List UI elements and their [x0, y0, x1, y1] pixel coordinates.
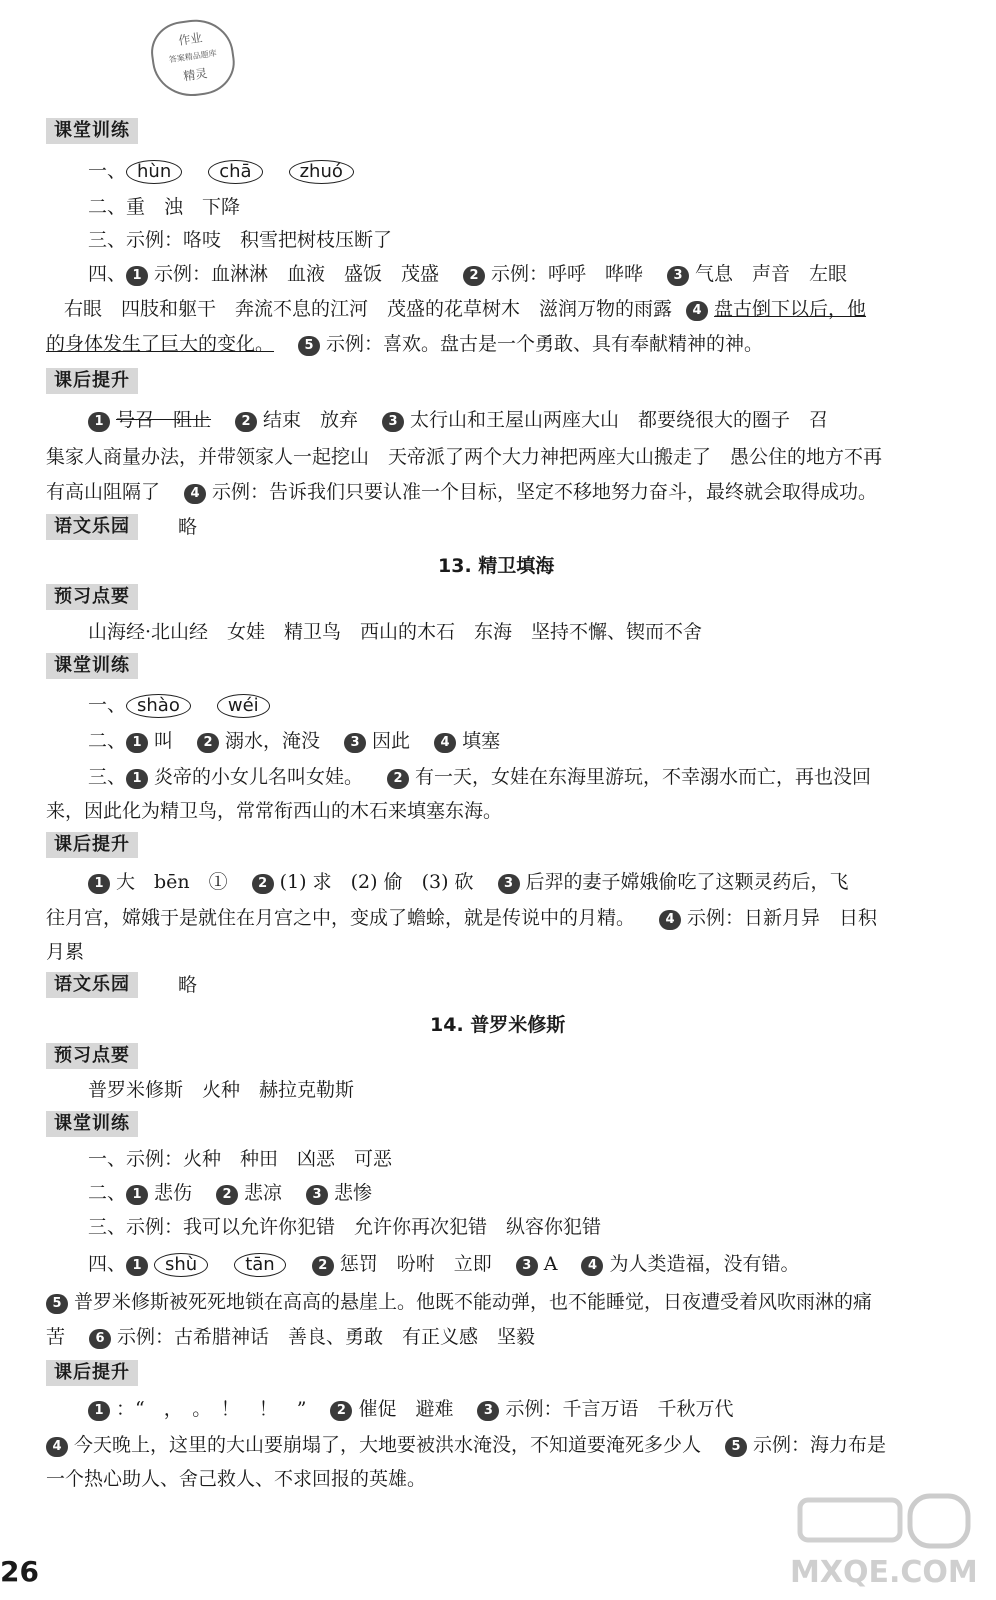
number-badge: 3	[667, 266, 689, 286]
page-number: 26	[0, 1555, 39, 1588]
answer-line: 三、示例：我可以允许你犯错 允许你再次犯错 纵容你犯错	[88, 1216, 602, 1238]
stamp-seal	[147, 15, 239, 102]
answer-text: A	[543, 1253, 558, 1275]
answer-text: 因此	[372, 730, 411, 752]
number-badge: 1	[126, 1185, 148, 1205]
number-badge: 2	[330, 1401, 352, 1421]
answer-text: 炎帝的小女儿名叫女娃。	[154, 766, 364, 788]
underlined-answer: 盘古倒下以后，他	[714, 298, 867, 320]
answer-text: 示例：喜欢。盘古是一个勇敢、具有奉献精神的神。	[326, 333, 764, 355]
answer-text: 示例：日新月异 日积	[687, 907, 878, 929]
number-badge: 6	[89, 1329, 111, 1349]
answer-line: 普罗米修斯 火种 赫拉克勒斯	[88, 1079, 355, 1101]
answer-line: 四、 1 示例：血淋淋 血液 盛饭 茂盛 2 示例：呼呼 哗哗 3 气息 声音 左眼	[88, 263, 848, 285]
lesson-title: 14. 普罗米修斯	[430, 1014, 566, 1036]
answer-text: 示例：海力布是	[753, 1434, 887, 1456]
answer-line	[46, 1430, 886, 1460]
answer-line	[46, 329, 763, 359]
answer-text: 有一天，女娃在东海里游玩，不幸溺水而亡，再也没回	[415, 766, 872, 788]
number-badge: 1	[126, 266, 148, 286]
number-badge: 2	[235, 412, 257, 432]
answer-line	[88, 867, 849, 897]
answer-text: 示例：古希腊神话 善良、勇敢 有正义感 坚毅	[117, 1326, 536, 1348]
watermark-text: MXQE.COM	[790, 1555, 978, 1590]
label-kehou: 课后提升	[46, 832, 138, 858]
number-badge: 3	[516, 1256, 538, 1276]
label-kehou: 课后提升	[46, 368, 138, 394]
answer-line: 一、示例：火种 种田 凶恶 可恶	[88, 1148, 393, 1170]
answer-text: 今天晚上，这里的大山要崩塌了，大地要被洪水淹没，不知道要淹死多少人	[74, 1434, 702, 1456]
pinyin-circle: hùn	[126, 160, 182, 184]
number-badge: 1	[88, 874, 110, 894]
label-yuxi: 预习点要	[46, 1043, 138, 1069]
underlined-answer: 的身体发生了巨大的变化。	[46, 333, 275, 355]
number-badge: 4	[686, 301, 708, 321]
label-yuwen: 语文乐园	[46, 972, 138, 998]
number-badge: 4	[581, 1256, 603, 1276]
number-badge: 5	[298, 336, 320, 356]
watermark-logo	[760, 1490, 990, 1590]
number-badge: 1	[126, 769, 148, 789]
answer-line: 略	[178, 516, 198, 538]
answer-line	[46, 1287, 872, 1317]
answer-text: 大 bēn ①	[116, 871, 228, 893]
answer-text: 叫	[154, 730, 174, 752]
answer-line: 月累	[46, 941, 85, 963]
number-badge: 4	[659, 910, 681, 930]
answer-line	[46, 477, 877, 507]
number-badge: 2	[463, 266, 485, 286]
label-ketang: 课堂训练	[46, 118, 138, 144]
answer-line: 三、 1 炎帝的小女儿名叫女娃。 2 有一天，女娃在东海里游玩，不幸溺水而亡，再也没回	[88, 766, 872, 788]
number-badge: 2	[312, 1256, 334, 1276]
answer-line: 四、 1 shù tān 2 惩罚 吩咐 立即 3 A 4 为人类造福，没有错。	[88, 1253, 800, 1275]
number-badge: 5	[725, 1437, 747, 1457]
stamp-line: 答案精品题库	[168, 48, 218, 65]
pinyin-circle: shù	[154, 1253, 208, 1277]
answer-text: 示例：告诉我们只要认准一个目标，坚定不移地努力奋斗，最终就会取得成功。	[212, 481, 878, 503]
answer-text: 为人类造福，没有错。	[609, 1253, 800, 1275]
answer-line: 二、 1 悲伤 2 悲凉 3 悲惨	[88, 1182, 373, 1204]
answer-text: 后羿的妻子嫦娥偷吃了这颗灵药后，飞	[525, 871, 849, 893]
answer-text: 右眼 四肢和躯干 奔流不息的江河 茂盛的花草树木 滋润万物的雨露	[64, 298, 673, 320]
answer-text: 惩罚 吩咐 立即	[339, 1253, 492, 1275]
answer-text: 普罗米修斯被死死地锁在高高的悬崖上。他既不能动弹，也不能睡觉，日夜遭受着风吹雨淋的痛	[74, 1291, 873, 1313]
number-badge: 2	[387, 769, 409, 789]
answer-text: 悲凉	[244, 1182, 283, 1204]
number-badge: 2	[252, 874, 274, 894]
number-badge: 1	[126, 733, 148, 753]
number-badge: 1	[88, 1401, 110, 1421]
answer-text: ：“ ， 。 ！ ！ ”	[116, 1398, 307, 1420]
answer-line: 三、示例：咯吱 积雪把树枝压断了	[88, 229, 393, 251]
answer-text: 溺水，淹没	[225, 730, 321, 752]
answer-line	[46, 1322, 535, 1352]
answer-line	[88, 405, 828, 435]
pinyin-circle: tān	[234, 1253, 286, 1277]
number-badge: 1	[88, 412, 110, 432]
pinyin-circle: wéi	[217, 694, 270, 718]
number-badge: 1	[126, 1256, 148, 1276]
pinyin-circle: zhuó	[289, 160, 354, 184]
number-badge: 3	[477, 1401, 499, 1421]
number-badge: 3	[498, 874, 520, 894]
stamp-line: 作业	[177, 30, 204, 48]
answer-line	[46, 903, 877, 933]
number-badge: 3	[382, 412, 404, 432]
number-badge: 5	[46, 1294, 68, 1314]
answer-text: 悲伤	[154, 1182, 193, 1204]
answer-text: 填塞	[462, 730, 501, 752]
answer-line	[88, 1394, 733, 1424]
lesson-title: 13. 精卫填海	[438, 555, 555, 577]
answer-text: 往月宫，嫦娥于是就住在月宫之中，变成了蟾蜍，就是传说中的月精。	[46, 907, 636, 929]
answer-text: 催促 避难	[358, 1398, 454, 1420]
number-badge: 2	[216, 1185, 238, 1205]
answer-text: 示例：千言万语 千秋万代	[505, 1398, 734, 1420]
label-yuwen: 语文乐园	[46, 514, 138, 540]
number-badge: 4	[46, 1437, 68, 1457]
answer-line: 一、 shào wéi	[88, 690, 296, 720]
answer-line: 山海经·北山经 女娃 精卫鸟 西山的木石 东海 坚持不懈、锲而不舍	[88, 621, 703, 643]
answer-text: 结束 放弃	[263, 409, 359, 431]
answer-line: 来，因此化为精卫鸟，常常衔西山的木石来填塞东海。	[46, 800, 503, 822]
answer-text: 气息 声音 左眼	[695, 263, 848, 285]
number-badge: 4	[434, 733, 456, 753]
answer-text: 示例：呼呼 哗哗	[491, 263, 644, 285]
answer-line: 二、 1 叫 2 溺水，淹没 3 因此 4 填塞	[88, 730, 501, 752]
answer-line: 一个热心助人、舍己救人、不求回报的英雄。	[46, 1468, 427, 1490]
number-badge: 3	[306, 1185, 328, 1205]
number-badge: 2	[197, 733, 219, 753]
answer-text: 示例：血淋淋 血液 盛饭 茂盛	[154, 263, 440, 285]
label-ketang: 课堂训练	[46, 1111, 138, 1137]
answer-line: 二、重 浊 下降	[88, 196, 241, 218]
label-ketang: 课堂训练	[46, 653, 138, 679]
answer-text: 苦	[46, 1326, 66, 1348]
answer-text: (1) 求 (2) 偷 (3) 砍	[279, 871, 474, 893]
crossed-out-answer: 号召 阻止	[116, 409, 212, 431]
answer-text: 有高山阻隔了	[46, 481, 161, 503]
label-yuxi: 预习点要	[46, 584, 138, 610]
answer-line	[64, 294, 866, 324]
pinyin-circle: shào	[126, 694, 191, 718]
stamp-line: 精灵	[182, 66, 209, 84]
pinyin-circle: chā	[208, 160, 262, 184]
answer-text: 太行山和王屋山两座大山 都要绕很大的圈子 召	[410, 409, 829, 431]
number-badge: 4	[184, 484, 206, 504]
answer-line: 略	[178, 974, 198, 996]
label-kehou: 课后提升	[46, 1360, 138, 1386]
answer-line: 一、 hùn chā zhuó	[88, 156, 380, 186]
number-badge: 3	[344, 733, 366, 753]
answer-line: 集家人商量办法，并带领家人一起挖山 天帝派了两个大力神把两座大山搬走了 愚公住的地方不再	[46, 446, 883, 468]
answer-text: 悲惨	[334, 1182, 373, 1204]
